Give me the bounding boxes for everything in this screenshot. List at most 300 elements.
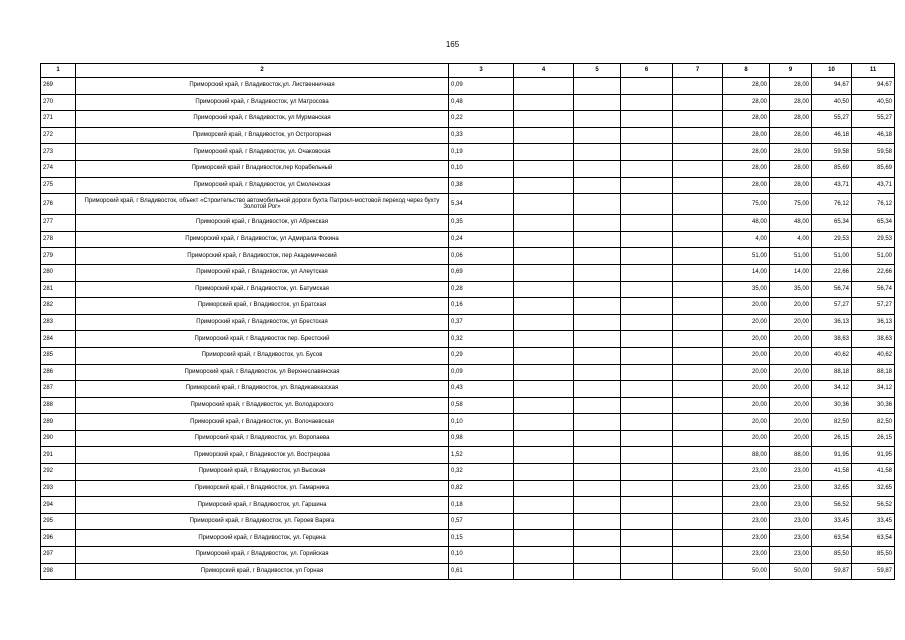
col3-value: 0,48 xyxy=(449,94,514,111)
table-row xyxy=(41,314,895,331)
col9-value: 28,00 xyxy=(770,111,812,128)
row-number: 290 xyxy=(41,430,76,447)
col3-value: 0,09 xyxy=(449,78,514,95)
col8-value: 20,00 xyxy=(723,331,770,348)
col4-value xyxy=(514,381,574,398)
col8-value: 48,00 xyxy=(723,215,770,232)
col8-value: 23,00 xyxy=(723,530,770,547)
address-cell: Приморский край, г Владивосток, ул. Бусов xyxy=(76,347,449,364)
col3-value: 0,19 xyxy=(449,144,514,161)
row-number: 272 xyxy=(41,127,76,144)
col3-value: 0,09 xyxy=(449,364,514,381)
col6-value xyxy=(621,447,673,464)
row-number: 274 xyxy=(41,160,76,177)
row-number: 286 xyxy=(41,364,76,381)
col10-value: 32,65 xyxy=(812,480,852,497)
address-cell: Приморский край, г Владивосток пер. Брестский xyxy=(76,331,449,348)
address-cell: Приморский край, г Владивосток, ул Брестская xyxy=(76,314,449,331)
row-number: 278 xyxy=(41,231,76,248)
row-number: 270 xyxy=(41,94,76,111)
row-number: 283 xyxy=(41,314,76,331)
address-cell: Приморский край, г Владивосток, ул. Горийская xyxy=(76,547,449,564)
col10-value: 56,52 xyxy=(812,497,852,514)
col6-value xyxy=(621,111,673,128)
col8-value: 35,00 xyxy=(723,281,770,298)
col5-value xyxy=(574,347,621,364)
col4-value xyxy=(514,160,574,177)
col8-value: 23,00 xyxy=(723,480,770,497)
col7-value xyxy=(673,480,723,497)
col3-value: 5,34 xyxy=(449,194,514,215)
col6-value xyxy=(621,78,673,95)
col4-value xyxy=(514,347,574,364)
address-cell: Приморский край, г Владивосток, ул. Володарского xyxy=(76,397,449,414)
col5-value xyxy=(574,447,621,464)
col10-value: 36,13 xyxy=(812,314,852,331)
col10-value: 65,34 xyxy=(812,215,852,232)
col11-value: 55,27 xyxy=(852,111,895,128)
address-cell: Приморский край, г Владивосток, ул Высокая xyxy=(76,464,449,481)
col3-value: 0,98 xyxy=(449,430,514,447)
col11-value: 57,27 xyxy=(852,298,895,315)
col6-value xyxy=(621,497,673,514)
col11-value: 85,69 xyxy=(852,160,895,177)
col10-value: 57,27 xyxy=(812,298,852,315)
row-number: 279 xyxy=(41,248,76,265)
row-number: 269 xyxy=(41,78,76,95)
col10-value: 85,69 xyxy=(812,160,852,177)
col7-value xyxy=(673,111,723,128)
col3-value: 1,52 xyxy=(449,447,514,464)
page-number: 165 xyxy=(445,40,460,49)
col5-value xyxy=(574,480,621,497)
row-number: 295 xyxy=(41,513,76,530)
col8-value: 28,00 xyxy=(723,94,770,111)
col8-value: 20,00 xyxy=(723,381,770,398)
table-row xyxy=(41,480,895,497)
col3-value: 0,06 xyxy=(449,248,514,265)
col4-value xyxy=(514,364,574,381)
address-cell: Приморский край, г Владивосток, ул. Гаршина xyxy=(76,497,449,514)
address-cell: Приморский край, г Владивосток, ул. Очаковская xyxy=(76,144,449,161)
col5-value xyxy=(574,111,621,128)
col9-value: 35,00 xyxy=(770,281,812,298)
col11-value: 88,18 xyxy=(852,364,895,381)
col10-value: 30,36 xyxy=(812,397,852,414)
col11-value: 34,12 xyxy=(852,381,895,398)
col11-value: 85,50 xyxy=(852,547,895,564)
address-cell: Приморский край, г Владивосток, пер Академический xyxy=(76,248,449,265)
col5-value xyxy=(574,194,621,215)
table-row xyxy=(41,347,895,364)
col10-value: 40,62 xyxy=(812,347,852,364)
col11-value: 33,45 xyxy=(852,513,895,530)
row-number: 281 xyxy=(41,281,76,298)
col10-value: 63,54 xyxy=(812,530,852,547)
column-header: 8 xyxy=(723,64,770,78)
col7-value xyxy=(673,194,723,215)
col6-value xyxy=(621,298,673,315)
col6-value xyxy=(621,144,673,161)
table-row xyxy=(41,160,895,177)
row-number: 276 xyxy=(41,194,76,215)
col5-value xyxy=(574,298,621,315)
table-row xyxy=(41,127,895,144)
col5-value xyxy=(574,94,621,111)
row-number: 297 xyxy=(41,547,76,564)
col5-value xyxy=(574,364,621,381)
col11-value: 91,95 xyxy=(852,447,895,464)
col5-value xyxy=(574,281,621,298)
table-row xyxy=(41,231,895,248)
col9-value: 20,00 xyxy=(770,314,812,331)
col11-value: 56,52 xyxy=(852,497,895,514)
col10-value: 22,66 xyxy=(812,264,852,281)
col3-value: 0,10 xyxy=(449,414,514,431)
table-row xyxy=(41,513,895,530)
col10-value: 76,12 xyxy=(812,194,852,215)
col9-value: 20,00 xyxy=(770,364,812,381)
col7-value xyxy=(673,430,723,447)
col10-value: 29,53 xyxy=(812,231,852,248)
col9-value: 28,00 xyxy=(770,94,812,111)
col7-value xyxy=(673,397,723,414)
col9-value: 20,00 xyxy=(770,397,812,414)
address-cell: Приморский край, г Владивосток, ул Матросова xyxy=(76,94,449,111)
col5-value xyxy=(574,530,621,547)
col6-value xyxy=(621,231,673,248)
col4-value xyxy=(514,177,574,194)
col7-value xyxy=(673,381,723,398)
col8-value: 20,00 xyxy=(723,364,770,381)
col6-value xyxy=(621,331,673,348)
col4-value xyxy=(514,94,574,111)
address-cell: Приморский край, г Владивосток, ул Братская xyxy=(76,298,449,315)
col7-value xyxy=(673,281,723,298)
col7-value xyxy=(673,160,723,177)
col7-value xyxy=(673,563,723,580)
col8-value: 4,00 xyxy=(723,231,770,248)
col5-value xyxy=(574,430,621,447)
col3-value: 0,29 xyxy=(449,347,514,364)
col11-value: 29,53 xyxy=(852,231,895,248)
col11-value: 32,65 xyxy=(852,480,895,497)
col8-value: 14,00 xyxy=(723,264,770,281)
table-row xyxy=(41,563,895,580)
col11-value: 51,00 xyxy=(852,248,895,265)
col10-value: 82,50 xyxy=(812,414,852,431)
column-header: 6 xyxy=(621,64,673,78)
col5-value xyxy=(574,547,621,564)
row-number: 298 xyxy=(41,563,76,580)
col7-value xyxy=(673,127,723,144)
col8-value: 28,00 xyxy=(723,127,770,144)
col6-value xyxy=(621,430,673,447)
table-row xyxy=(41,331,895,348)
col8-value: 28,00 xyxy=(723,160,770,177)
col10-value: 26,15 xyxy=(812,430,852,447)
col8-value: 50,00 xyxy=(723,563,770,580)
col6-value xyxy=(621,464,673,481)
table-row xyxy=(41,547,895,564)
address-cell: Приморский край, г Владивосток, ул Верхнеславянская xyxy=(76,364,449,381)
col6-value xyxy=(621,381,673,398)
table-row xyxy=(41,111,895,128)
column-header: 7 xyxy=(673,64,723,78)
col8-value: 28,00 xyxy=(723,111,770,128)
col8-value: 20,00 xyxy=(723,397,770,414)
col9-value: 50,00 xyxy=(770,563,812,580)
col7-value xyxy=(673,215,723,232)
col8-value: 28,00 xyxy=(723,144,770,161)
col8-value: 75,00 xyxy=(723,194,770,215)
col6-value xyxy=(621,177,673,194)
col6-value xyxy=(621,215,673,232)
col6-value xyxy=(621,281,673,298)
col3-value: 0,32 xyxy=(449,331,514,348)
col5-value xyxy=(574,497,621,514)
col10-value: 40,50 xyxy=(812,94,852,111)
col3-value: 0,10 xyxy=(449,160,514,177)
col7-value xyxy=(673,447,723,464)
col6-value xyxy=(621,94,673,111)
column-header: 5 xyxy=(574,64,621,78)
col9-value: 20,00 xyxy=(770,381,812,398)
row-number: 275 xyxy=(41,177,76,194)
col6-value xyxy=(621,364,673,381)
register-table xyxy=(40,63,895,580)
col3-value: 0,32 xyxy=(449,464,514,481)
col11-value: 59,58 xyxy=(852,144,895,161)
col10-value: 85,50 xyxy=(812,547,852,564)
col7-value xyxy=(673,78,723,95)
row-number: 285 xyxy=(41,347,76,364)
col3-value: 0,35 xyxy=(449,215,514,232)
col4-value xyxy=(514,547,574,564)
col11-value: 56,74 xyxy=(852,281,895,298)
col3-value: 0,15 xyxy=(449,530,514,547)
col10-value: 88,18 xyxy=(812,364,852,381)
col10-value: 33,45 xyxy=(812,513,852,530)
col4-value xyxy=(514,397,574,414)
col11-value: 22,66 xyxy=(852,264,895,281)
col11-value: 40,50 xyxy=(852,94,895,111)
col7-value xyxy=(673,144,723,161)
col11-value: 76,12 xyxy=(852,194,895,215)
col9-value: 28,00 xyxy=(770,160,812,177)
col5-value xyxy=(574,464,621,481)
col10-value: 41,58 xyxy=(812,464,852,481)
col5-value xyxy=(574,314,621,331)
col4-value xyxy=(514,530,574,547)
col9-value: 51,00 xyxy=(770,248,812,265)
table-row xyxy=(41,430,895,447)
col4-value xyxy=(514,430,574,447)
col8-value: 20,00 xyxy=(723,314,770,331)
col5-value xyxy=(574,144,621,161)
col11-value: 30,36 xyxy=(852,397,895,414)
col11-value: 38,63 xyxy=(852,331,895,348)
col5-value xyxy=(574,513,621,530)
col3-value: 0,61 xyxy=(449,563,514,580)
col5-value xyxy=(574,78,621,95)
col11-value: 36,13 xyxy=(852,314,895,331)
col7-value xyxy=(673,264,723,281)
col4-value xyxy=(514,264,574,281)
table-row xyxy=(41,177,895,194)
col8-value: 20,00 xyxy=(723,347,770,364)
col5-value xyxy=(574,414,621,431)
col3-value: 0,69 xyxy=(449,264,514,281)
address-cell: Приморский край, г Владивосток, ул. Владикавказская xyxy=(76,381,449,398)
row-number: 296 xyxy=(41,530,76,547)
address-cell: Приморский край, г Владивосток, ул Абрекская xyxy=(76,215,449,232)
address-cell: Приморский край, г Владивосток, ул. Гамарника xyxy=(76,480,449,497)
col3-value: 0,38 xyxy=(449,177,514,194)
col5-value xyxy=(574,397,621,414)
col6-value xyxy=(621,314,673,331)
col6-value xyxy=(621,547,673,564)
col3-value: 0,57 xyxy=(449,513,514,530)
col8-value: 51,00 xyxy=(723,248,770,265)
col3-value: 0,10 xyxy=(449,547,514,564)
address-cell xyxy=(76,194,449,215)
col9-value: 20,00 xyxy=(770,331,812,348)
address-cell: Приморский край, г Владивосток, ул Острогорная xyxy=(76,127,449,144)
col10-value: 59,87 xyxy=(812,563,852,580)
address-cell: Приморский край, г Владивосток, ул Адмирала Фокина xyxy=(76,231,449,248)
col3-value: 0,24 xyxy=(449,231,514,248)
col6-value xyxy=(621,513,673,530)
col9-value: 23,00 xyxy=(770,480,812,497)
table-row xyxy=(41,94,895,111)
table-row xyxy=(41,497,895,514)
table-row xyxy=(41,281,895,298)
col11-value: 65,34 xyxy=(852,215,895,232)
col4-value xyxy=(514,447,574,464)
table-row xyxy=(41,144,895,161)
col10-value: 46,18 xyxy=(812,127,852,144)
col11-value: 40,62 xyxy=(852,347,895,364)
col4-value xyxy=(514,480,574,497)
address-text: Приморский край, г Владивосток, объект «Строительство автомобильной дороги бухта Патрокл-мостовой переход через бухту Золотой Рог» xyxy=(84,197,440,211)
col6-value xyxy=(621,414,673,431)
col6-value xyxy=(621,248,673,265)
table-row xyxy=(41,298,895,315)
col10-value: 38,63 xyxy=(812,331,852,348)
col6-value xyxy=(621,127,673,144)
col10-value: 43,71 xyxy=(812,177,852,194)
col8-value: 23,00 xyxy=(723,497,770,514)
col6-value xyxy=(621,480,673,497)
col8-value: 28,00 xyxy=(723,78,770,95)
table-row xyxy=(41,215,895,232)
col5-value xyxy=(574,248,621,265)
row-number: 291 xyxy=(41,447,76,464)
column-header: 2 xyxy=(76,64,449,78)
col3-value: 0,82 xyxy=(449,480,514,497)
row-number: 288 xyxy=(41,397,76,414)
col7-value xyxy=(673,298,723,315)
col9-value: 14,00 xyxy=(770,264,812,281)
row-number: 294 xyxy=(41,497,76,514)
row-number: 277 xyxy=(41,215,76,232)
col7-value xyxy=(673,331,723,348)
col8-value: 23,00 xyxy=(723,513,770,530)
col8-value: 20,00 xyxy=(723,430,770,447)
col3-value: 0,18 xyxy=(449,497,514,514)
col9-value: 88,00 xyxy=(770,447,812,464)
col4-value xyxy=(514,563,574,580)
col7-value xyxy=(673,231,723,248)
col9-value: 20,00 xyxy=(770,430,812,447)
col9-value: 23,00 xyxy=(770,530,812,547)
col6-value xyxy=(621,194,673,215)
address-cell: Приморский край, г Владивосток, ул. Волочаевская xyxy=(76,414,449,431)
col7-value xyxy=(673,177,723,194)
col4-value xyxy=(514,78,574,95)
address-cell: Приморский край г Владивосток,пер Корабельный xyxy=(76,160,449,177)
col4-value xyxy=(514,414,574,431)
stray-mark: . xyxy=(493,208,496,217)
col8-value: 23,00 xyxy=(723,547,770,564)
col6-value xyxy=(621,160,673,177)
col8-value: 28,00 xyxy=(723,177,770,194)
col4-value xyxy=(514,215,574,232)
col9-value: 28,00 xyxy=(770,144,812,161)
col5-value xyxy=(574,127,621,144)
col11-value: 26,15 xyxy=(852,430,895,447)
col11-value: 41,58 xyxy=(852,464,895,481)
col3-value: 0,28 xyxy=(449,281,514,298)
col4-value xyxy=(514,281,574,298)
col10-value: 51,00 xyxy=(812,248,852,265)
col4-value xyxy=(514,331,574,348)
address-cell: Приморский край, г Владивосток, ул. Герцена xyxy=(76,530,449,547)
table-row xyxy=(41,248,895,265)
col4-value xyxy=(514,314,574,331)
column-header: 1 xyxy=(41,64,76,78)
address-cell: Приморский край, г Владивосток,ул. Лиственничная xyxy=(76,78,449,95)
address-cell: Приморский край, г Владивосток, ул Алеутская xyxy=(76,264,449,281)
col7-value xyxy=(673,513,723,530)
col6-value xyxy=(621,347,673,364)
col7-value xyxy=(673,497,723,514)
row-number: 273 xyxy=(41,144,76,161)
col9-value: 23,00 xyxy=(770,513,812,530)
col9-value: 48,00 xyxy=(770,215,812,232)
col9-value: 23,00 xyxy=(770,464,812,481)
col5-value xyxy=(574,264,621,281)
col7-value xyxy=(673,314,723,331)
row-number: 282 xyxy=(41,298,76,315)
col6-value xyxy=(621,264,673,281)
col3-value: 0,58 xyxy=(449,397,514,414)
col3-value: 0,43 xyxy=(449,381,514,398)
col5-value xyxy=(574,381,621,398)
col11-value: 94,67 xyxy=(852,78,895,95)
col4-value xyxy=(514,513,574,530)
row-number: 292 xyxy=(41,464,76,481)
col11-value: 63,54 xyxy=(852,530,895,547)
col4-value xyxy=(514,231,574,248)
table-row xyxy=(41,194,895,215)
address-cell: Приморский край, г Владивосток, ул. Героев Варяга xyxy=(76,513,449,530)
col7-value xyxy=(673,547,723,564)
col10-value: 55,27 xyxy=(812,111,852,128)
col5-value xyxy=(574,160,621,177)
col9-value: 20,00 xyxy=(770,347,812,364)
